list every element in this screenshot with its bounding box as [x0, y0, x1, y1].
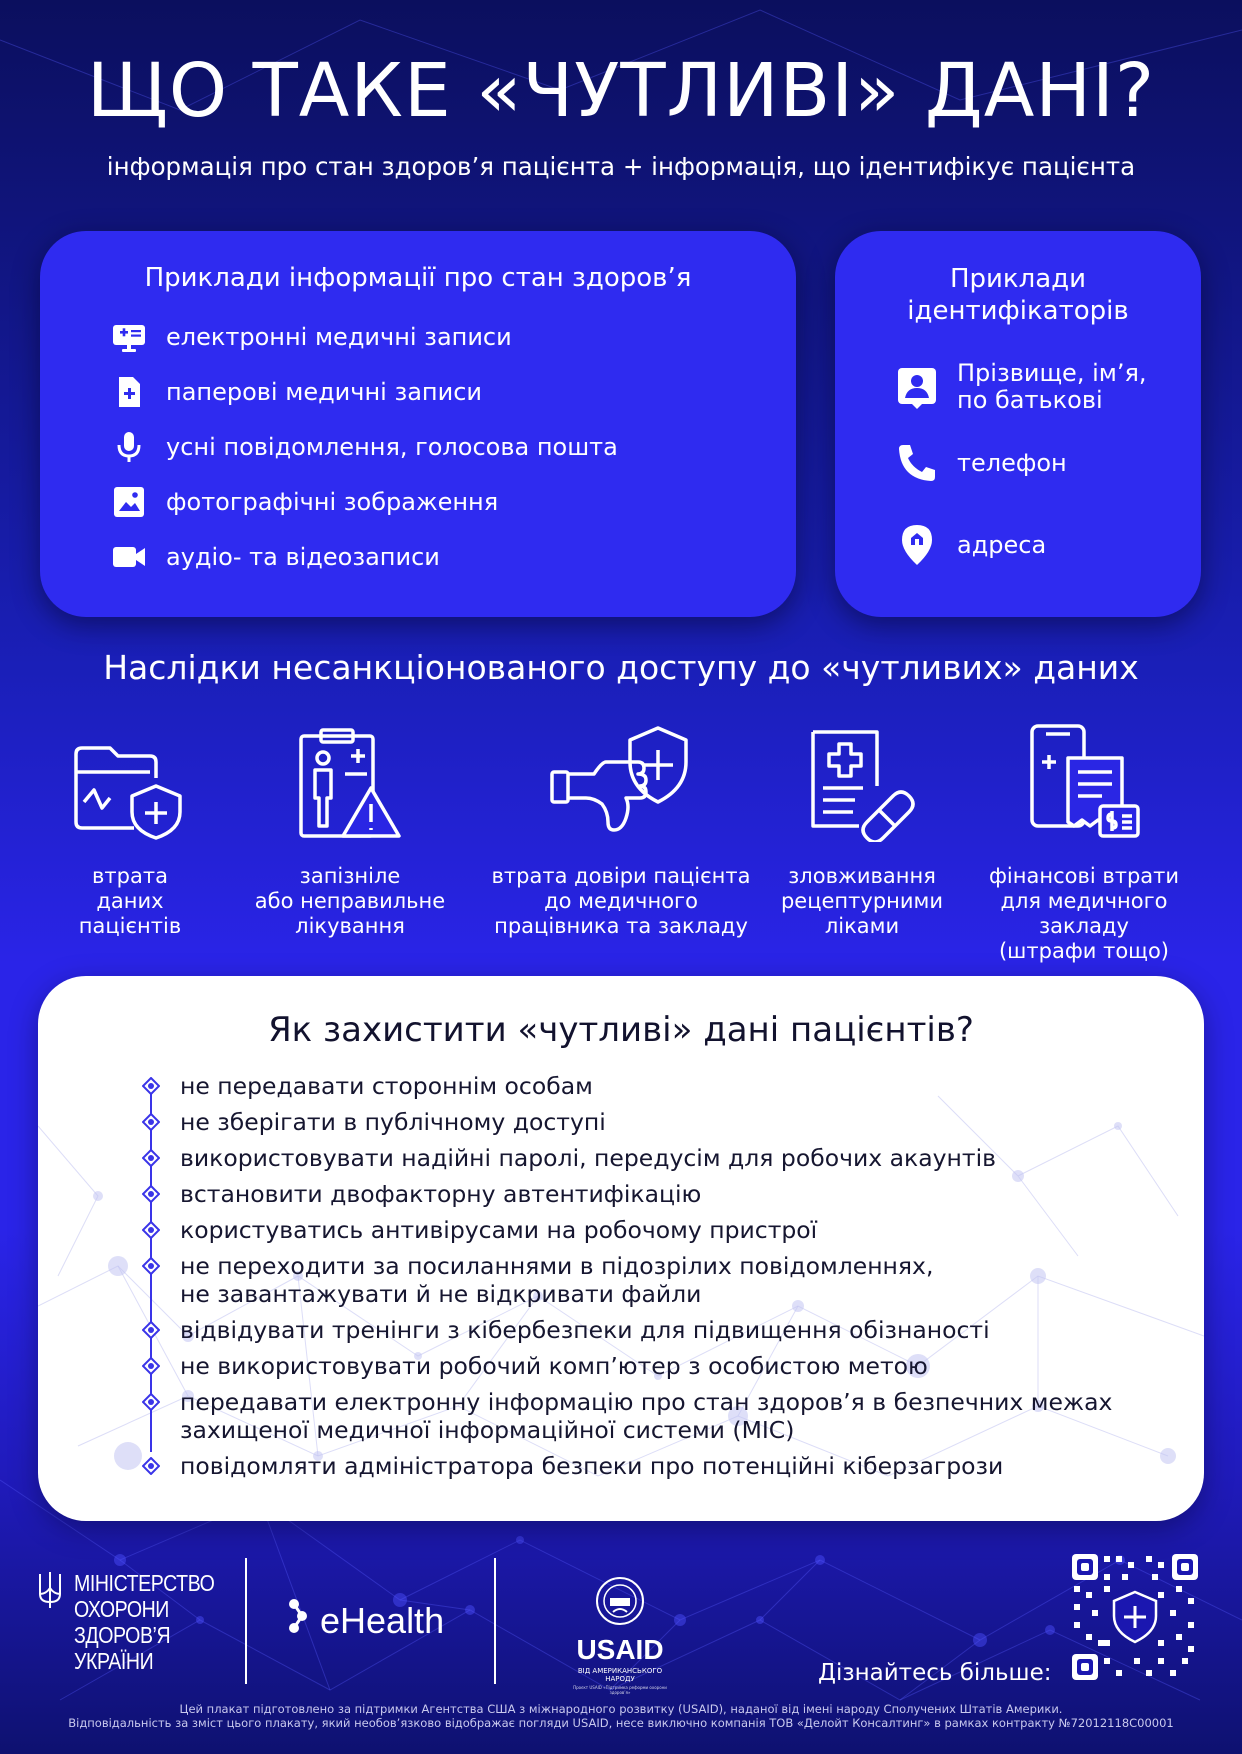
protection-item-text: захищеної медичної інформаційної системи (МІС) [180, 1416, 795, 1444]
learn-more-label: Дізнайтесь більше: [818, 1660, 1052, 1686]
microphone-icon [112, 430, 146, 464]
consequence-label: фінансові втрати для медичного закладу (штрафи тощо) [988, 864, 1180, 963]
health-examples-heading: Приклади інформації про стан здоров’я [144, 263, 692, 293]
consequence-item [250, 712, 450, 939]
protection-item-text: використовувати надійні паролі, передусім для робочих акаунтів [180, 1144, 996, 1172]
diamond-bullet-icon [142, 1393, 160, 1411]
list-item [112, 364, 618, 419]
image-icon [112, 485, 146, 519]
ehealth-icon [286, 1596, 310, 1645]
protection-item [142, 1316, 1182, 1344]
divider [245, 1558, 247, 1684]
protection-card [38, 976, 1204, 1521]
medical-document-icon [112, 375, 146, 409]
identifiers-heading: Приклади ідентифікаторів [907, 264, 1129, 326]
consequence-item [490, 712, 752, 939]
list-item-label: усні повідомлення, голосова пошта [166, 432, 618, 461]
protection-list [142, 1072, 1182, 1488]
prescription-pill-icon [777, 712, 947, 842]
protection-item [142, 1452, 1182, 1480]
protection-item [142, 1072, 1182, 1100]
location-pin-icon [895, 523, 939, 567]
diamond-bullet-icon [142, 1457, 160, 1475]
disclaimer: Цей плакат підготовлено за підтримки Агентства США з міжнародного розвитку (USAID), наданої від імені народу Сполучених Штатів Америки. Відповідальність за зміст цього плакату, який необов’язково відображає погляди USAID, несе виключно компанія ТОВ «Делойт Консалтинг» в рамках контракту №72012118C00001 [68, 1702, 1174, 1730]
video-camera-icon [112, 540, 146, 574]
page-title: ЩО ТАКЕ «ЧУТЛИВІ» ДАНІ? [86, 48, 1156, 134]
protection-item-text: не зберігати в публічному доступі [180, 1108, 606, 1136]
protection-item [142, 1180, 1182, 1208]
phone-bill-icon [984, 712, 1184, 842]
protection-item-text: повідомляти адміністратора безпеки про потенційні кіберзагрози [180, 1452, 1004, 1480]
protection-item [142, 1352, 1182, 1380]
list-item [895, 359, 1147, 415]
diamond-bullet-icon [142, 1221, 160, 1239]
consequence-label: запізніле або неправильне лікування [254, 864, 446, 938]
consequence-item [984, 712, 1184, 964]
identifier-name-line2: по батькові [957, 386, 1103, 414]
phone-icon [895, 441, 939, 485]
consequence-item [45, 712, 215, 939]
protection-heading: Як захистити «чутливі» дані пацієнтів? [268, 1010, 974, 1050]
diamond-bullet-icon [142, 1149, 160, 1167]
diamond-bullet-icon [142, 1321, 160, 1339]
person-badge-icon [895, 365, 939, 409]
list-item [112, 309, 618, 364]
health-examples-card [40, 231, 796, 617]
page-subtitle: інформація про стан здоров’я пацієнта + інформація, що ідентифікує пацієнта [106, 152, 1136, 181]
protection-item-text: не передавати стороннім особам [180, 1072, 593, 1100]
diamond-bullet-icon [142, 1113, 160, 1131]
qr-code[interactable] [1070, 1552, 1200, 1682]
protection-item [142, 1108, 1182, 1136]
consequence-label: зловживання рецептурними ліками [780, 864, 944, 938]
protection-item [142, 1252, 1182, 1308]
list-item [895, 443, 1147, 483]
protection-item-text: не завантажувати й не відкривати файли [180, 1280, 702, 1308]
identifiers-card [835, 231, 1201, 617]
protection-item-text: встановити двофакторну автентифікацію [180, 1180, 702, 1208]
consequences-heading: Наслідки несанкціонованого доступу до «чутливих» даних [103, 648, 1139, 687]
health-examples-list [112, 309, 618, 584]
protection-item-text: відвідувати тренінги з кібербезпеки для підвищення обізнаності [180, 1316, 990, 1344]
diamond-bullet-icon [142, 1257, 160, 1275]
identifiers-list [895, 359, 1147, 565]
identifier-name-line1: Прізвище, ім’я, [957, 359, 1147, 387]
divider [494, 1558, 496, 1684]
protection-item-text: не використовувати робочий комп’ютер з особистою метою [180, 1352, 928, 1380]
protection-item-text: користуватись антивірусами на робочому пристрої [180, 1216, 818, 1244]
footer [0, 1540, 1242, 1754]
list-item-label: фотографічні зображення [166, 487, 499, 516]
usaid-logo: USAID ВІД АМЕРИКАНСЬКОГО НАРОДУ Проєкт USAID «Підтримка реформи охорони здоров’я» [564, 1576, 676, 1695]
patient-warning-icon [250, 712, 450, 842]
consequence-item [777, 712, 947, 939]
consequence-label: втрата довіри пацієнта до медичного працівника та закладу [491, 864, 751, 938]
identifier-label: телефон [957, 449, 1067, 477]
diamond-bullet-icon [142, 1185, 160, 1203]
protection-item [142, 1388, 1182, 1444]
diamond-bullet-icon [142, 1077, 160, 1095]
protection-item-text: передавати електронну інформацію про стан здоров’я в безпечних межах [180, 1388, 1113, 1416]
list-item [112, 419, 618, 474]
usaid-seal-icon [595, 1576, 645, 1626]
list-item [112, 529, 618, 584]
list-item-label: аудіо- та відеозаписи [166, 542, 440, 571]
thumbs-down-shield-icon [490, 712, 752, 842]
identifier-label: адреса [957, 531, 1047, 559]
folder-shield-icon [45, 712, 215, 842]
list-item [895, 525, 1147, 565]
protection-item [142, 1216, 1182, 1244]
list-item [112, 474, 618, 529]
ministry-logo: МІНІСТЕРСТВО ОХОРОНИ ЗДОРОВ’Я УКРАЇНИ [38, 1570, 239, 1674]
diamond-bullet-icon [142, 1357, 160, 1375]
medical-monitor-icon [112, 320, 146, 354]
trident-icon [38, 1570, 62, 1614]
list-item-label: електронні медичні записи [166, 322, 512, 351]
protection-item [142, 1144, 1182, 1172]
protection-item-text: не переходити за посиланнями в підозрілих повідомленнях, [180, 1252, 934, 1280]
consequence-label: втрата даних пацієнтів [78, 864, 182, 938]
list-item-label: паперові медичні записи [166, 377, 482, 406]
ehealth-logo: eHealth [286, 1596, 444, 1645]
